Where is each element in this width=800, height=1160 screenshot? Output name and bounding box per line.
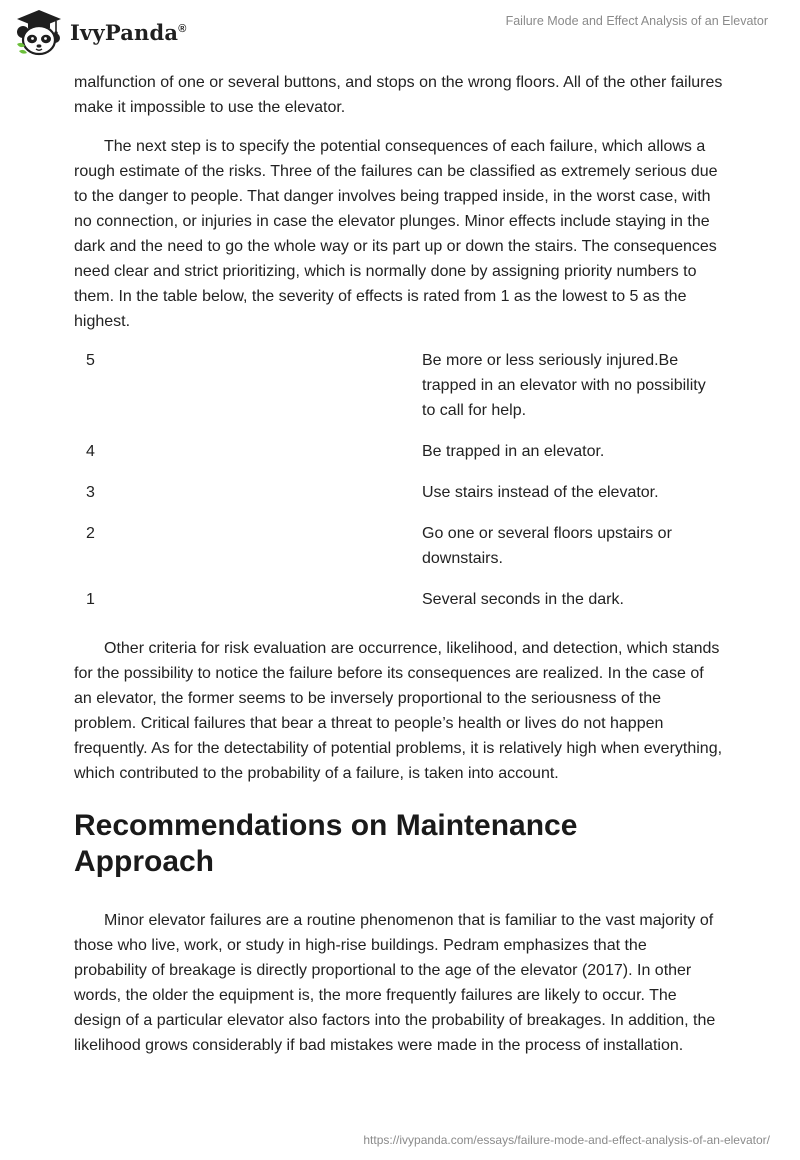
severity-rating: 5 [86,352,95,369]
logo[interactable] [14,8,187,56]
table-row [74,439,726,480]
severity-rating: 4 [86,443,95,460]
document-title: Failure Mode and Effect Analysis of an Elevator [505,14,768,28]
table-row [74,348,726,439]
severity-table [74,348,726,628]
panda-graduate-icon [14,8,64,56]
source-url-link[interactable]: https://ivypanda.com/essays/failure-mode-and-effect-analysis-of-an-elevator/ [363,1133,770,1147]
paragraph-intro: malfunction of one or several buttons, and stops on the wrong floors. All of the other failures make it impossible to use the elevator. [74,74,723,116]
table-row [74,480,726,521]
logo-text: IvyPanda® [70,19,187,45]
paragraph-consequences: The next step is to specify the potential consequences of each failure, which allows a rough estimate of the risks. Three of the failures can be classified as extremely serious due to the danger to people. That danger involves being trapped inside, in the worst case, with no connection, or injuries in case the elevator plunges. Minor effects include staying in the dark and the need to go the whole way or its part up or down the stairs. The consequences need clear and strict prioritizing, which is normally done by assigning priority numbers to them. In the table below, the severity of effects is rated from 1 as the lowest to 5 as the highest. [74,138,718,330]
severity-rating: 1 [86,591,95,608]
severity-effect: Be trapped in an elevator. [422,443,605,460]
severity-rating: 3 [86,484,95,501]
table-row [74,587,726,628]
severity-effect: Be more or less seriously injured.Be trapped in an elevator with no possibility to call for help. [422,352,706,419]
severity-effect: Several seconds in the dark. [422,591,624,608]
page-header [0,0,800,64]
essay-content [74,70,724,1072]
table-row [74,521,726,587]
severity-rating: 2 [86,525,95,542]
severity-effect: Use stairs instead of the elevator. [422,484,659,501]
paragraph-criteria: Other criteria for risk evaluation are occurrence, likelihood, and detection, which stands for the possibility to notice the failure before its consequences are realized. In the case of an elevator, the former seems to be inversely proportional to the seriousness of the problem. Critical failures that bear a threat to people’s health or lives do not happen frequently. As for the detectability of potential problems, it is relatively high when everything, which contributed to the probability of a failure, is taken into account. [74,640,723,782]
section-heading: Recommendations on Maintenance Approach [74,809,578,878]
severity-effect: Go one or several floors upstairs or downstairs. [422,525,672,567]
paragraph-recommendations: Minor elevator failures are a routine phenomenon that is familiar to the vast majority of those who live, work, or study in high-rise buildings. Pedram emphasizes that the probability of breakage is directly proportional to the age of the elevator (2017). In other words, the older the equipment is, the more frequently failures are likely to occur. The design of a particular elevator also factors into the probability of breakages. In addition, the likelihood grows considerably if bad mistakes were made in the process of installation. [74,912,716,1054]
